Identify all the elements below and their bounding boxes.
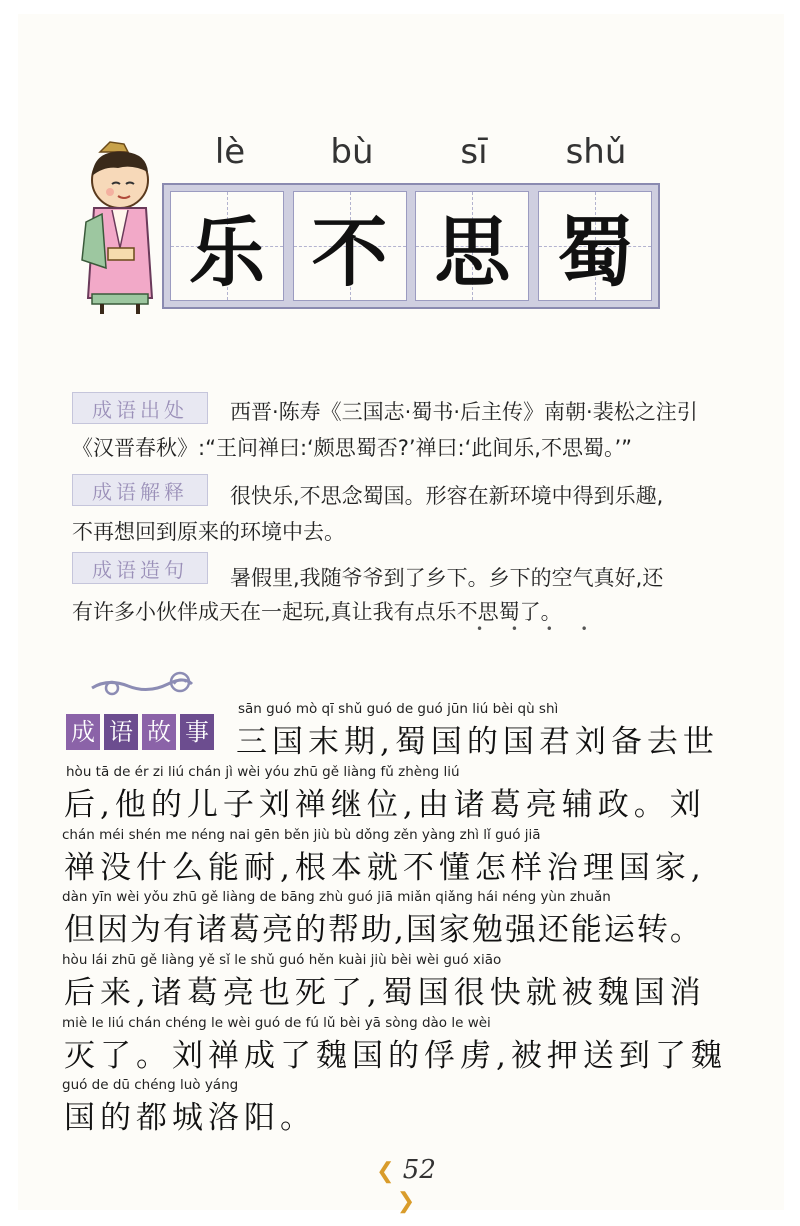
example-line-2: 有许多小伙伴成天在一起玩,真让我有点乐不思蜀了。 — [72, 600, 562, 624]
cloud-ornament-icon — [88, 666, 198, 702]
story-text-4: 但因为有诸葛亮的帮助,国家勉强还能运转。 — [64, 912, 703, 948]
story-tag — [66, 714, 214, 750]
right-chevron-icon: ❯ — [396, 1189, 416, 1214]
story-pinyin-3: chán méi shén me néng nai gēn běn jiù bù dǒng zěn yàng zhì lǐ guó jiā — [62, 827, 541, 843]
title-cell — [293, 191, 407, 301]
story-tag-char: 事 — [180, 714, 214, 750]
story-text-2: 后,他的儿子刘禅继位,由诸葛亮辅政。刘 — [64, 787, 706, 823]
boy-illustration — [72, 138, 168, 318]
story-text-7: 国的都城洛阳。 — [64, 1100, 316, 1136]
example-tag: 成语造句 — [72, 552, 208, 584]
story-text-3: 禅没什么能耐,根本就不懂怎样治理国家, — [64, 850, 706, 886]
title-cell — [415, 191, 529, 301]
story-tag-char: 成 — [66, 714, 100, 750]
story-tag-char: 语 — [104, 714, 138, 750]
meaning-line-1: 很快乐,不思念蜀国。形容在新环境中得到乐趣, — [230, 484, 664, 508]
emphasis-dots: • • • • — [476, 622, 600, 636]
story-text-1: 三国末期,蜀国的国君刘备去世 — [236, 724, 719, 760]
title-pinyin-1: lè — [214, 132, 246, 172]
page-number — [366, 1155, 446, 1215]
left-chevron-icon: ❮ — [376, 1159, 395, 1184]
story-text-5: 后来,诸葛亮也死了,蜀国很快就被魏国消 — [64, 975, 706, 1011]
meaning-tag: 成语解释 — [72, 474, 208, 506]
title-cell — [538, 191, 652, 301]
story-pinyin-1: sān guó mò qī shǔ guó de guó jūn liú bèi qù shì — [238, 701, 559, 717]
example-line-1: 暑假里,我随爷爷到了乡下。乡下的空气真好,还 — [230, 566, 664, 590]
title-char: 蜀 — [556, 207, 633, 297]
origin-line-2: 《汉晋春秋》:“王问禅曰:‘颇思蜀否?’禅曰:‘此间乐,不思蜀。’” — [72, 436, 633, 460]
origin-line-1: 西晋·陈寿《三国志·蜀书·后主传》南朝·裴松之注引 — [230, 400, 698, 424]
story-pinyin-7: guó de dū chéng luò yáng — [62, 1077, 239, 1093]
title-char: 不 — [311, 207, 388, 297]
title-cell — [170, 191, 284, 301]
story-tag-char: 故 — [142, 714, 176, 750]
title-char: 乐 — [189, 207, 265, 297]
page-number-value: 52 — [402, 1155, 436, 1185]
story-pinyin-2: hòu tā de ér zi liú chán jì wèi yóu zhū gě liàng fǔ zhèng liú — [66, 764, 460, 780]
title-char: 思 — [434, 207, 511, 297]
title-pinyin-4: shǔ — [565, 132, 627, 172]
story-pinyin-6: miè le liú chán chéng le wèi guó de fú lǔ bèi yā sòng dào le wèi — [62, 1015, 491, 1031]
title-pinyin-2: bù — [330, 132, 374, 172]
idiom-title-frame — [162, 183, 660, 309]
title-pinyin-3: sī — [460, 132, 488, 172]
story-text-6: 灭了。刘禅成了魏国的俘虏,被押送到了魏 — [64, 1038, 727, 1074]
story-pinyin-4: dàn yīn wèi yǒu zhū gě liàng de bāng zhù guó jiā miǎn qiǎng hái néng yùn zhuǎn — [62, 889, 611, 905]
meaning-line-2: 不再想回到原来的环境中去。 — [72, 520, 345, 544]
story-pinyin-5: hòu lái zhū gě liàng yě sǐ le shǔ guó hěn kuài jiù bèi wèi guó xiāo — [62, 952, 502, 968]
origin-tag: 成语出处 — [72, 392, 208, 424]
